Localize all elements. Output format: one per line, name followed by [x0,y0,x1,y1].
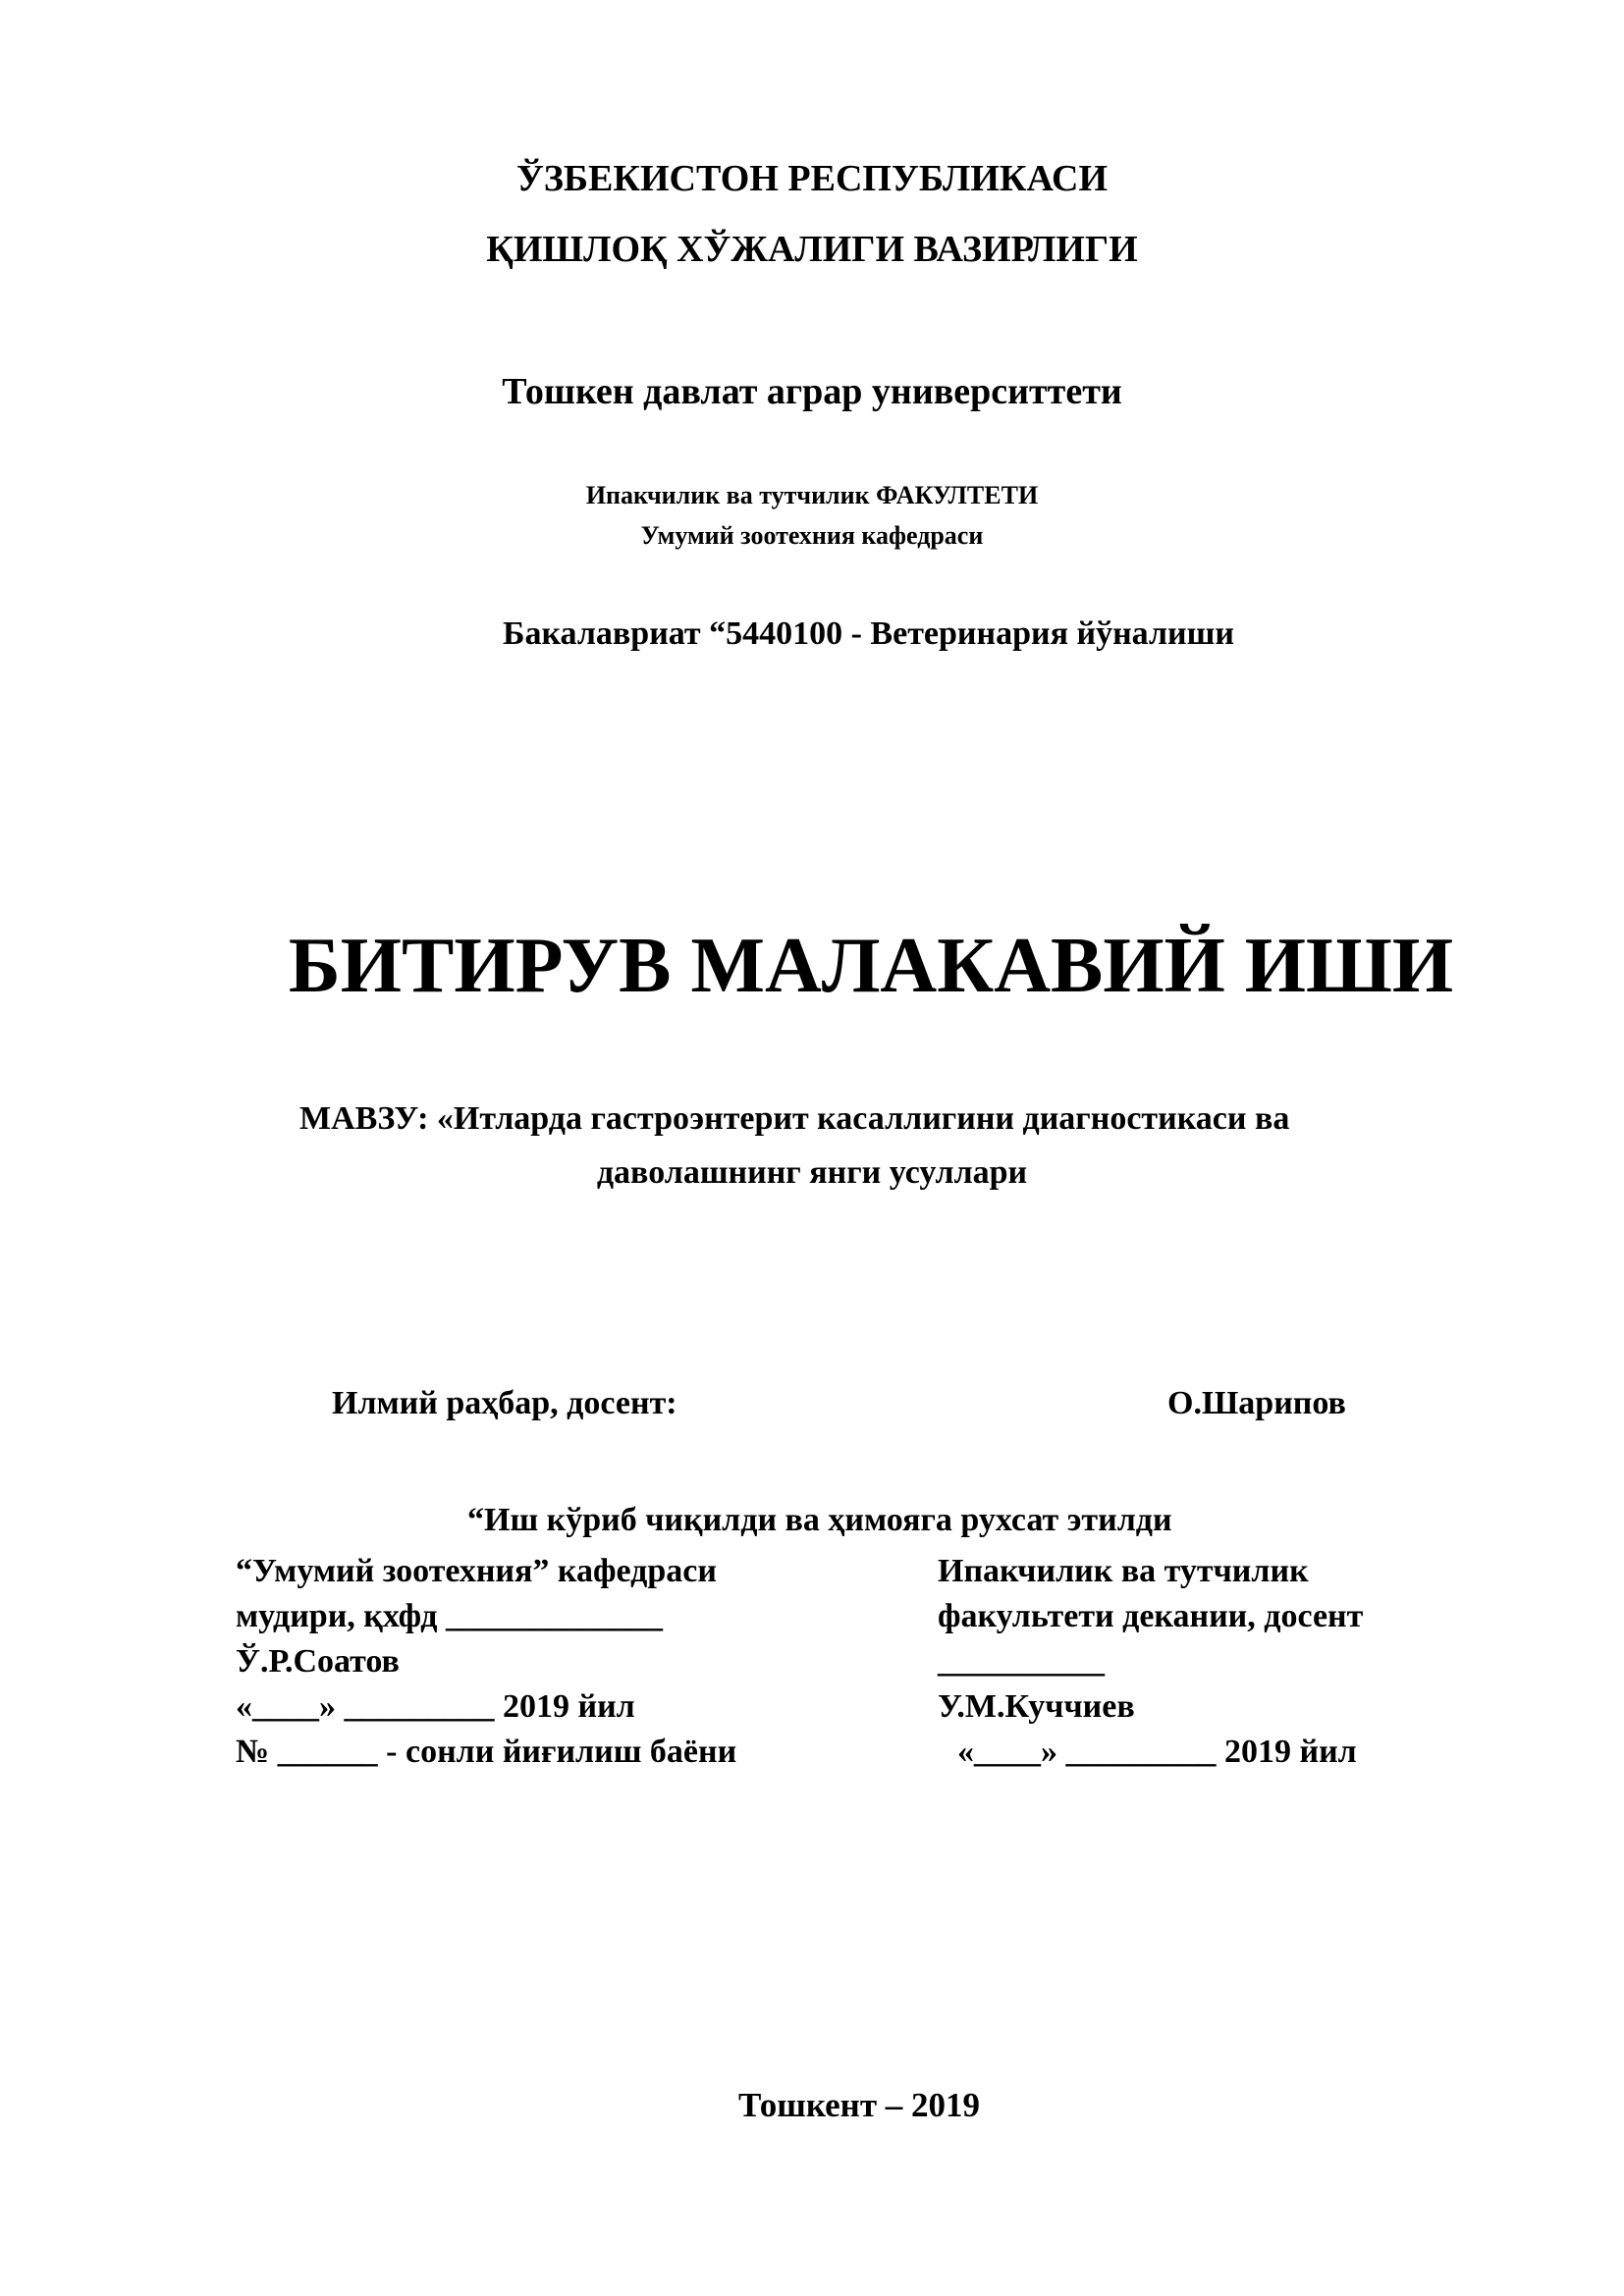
ministry-heading: ҚИШЛОҚ ХЎЖАЛИГИ ВАЗИРЛИГИ [486,229,1138,270]
dean-line-2: факультети декании, досент [938,1598,1364,1634]
republic-heading: ЎЗБЕКИСТОН РЕСПУБЛИКАСИ [515,158,1109,199]
topic-line-1: МАВЗУ: «Итларда гастроэнтерит касаллигини диагностикаси ва [299,1100,1290,1137]
department-head-date: «____» _________ 2019 йил [236,1688,635,1725]
department-head-line-2: мудири, қхфд _____________ [236,1598,663,1634]
supervisor-name: О.Шарипов [1167,1385,1346,1421]
dean-line-1: Ипакчилик ва тутчилик [938,1553,1309,1589]
meeting-protocol-number: № ______ - сонли йиғилиш баёни [236,1734,737,1770]
faculty-name: Ипакчилик ва тутчилик ФАКУЛТЕТИ [585,481,1039,509]
topic-line-2: даволашнинг янги усуллари [596,1154,1028,1191]
university-name: Тошкен давлат аграр университтети [502,371,1122,412]
department-name: Умумий зоотехния кафедраси [640,521,984,550]
place-and-year: Тошкент – 2019 [738,2086,981,2124]
department-head-name: Ў.Р.Соатов [236,1643,400,1680]
department-head-line-1: “Умумий зоотехния” кафедраси [236,1553,717,1589]
approval-heading: “Иш кўриб чиқилди ва ҳимояга рухсат этилди [467,1502,1172,1538]
dean-name: У.М.Куччиев [938,1688,1135,1725]
dean-date: «____» _________ 2019 йил [957,1734,1357,1770]
program-line: Бакалавриат “5440100 - Ветеринария йўналиши [503,615,1234,652]
document-title: БИТИРУВ МАЛАКАВИЙ ИШИ [288,923,1454,1009]
supervisor-label: Илмий раҳбар, досент: [332,1385,677,1421]
dean-signature-line: __________ [938,1643,1105,1680]
